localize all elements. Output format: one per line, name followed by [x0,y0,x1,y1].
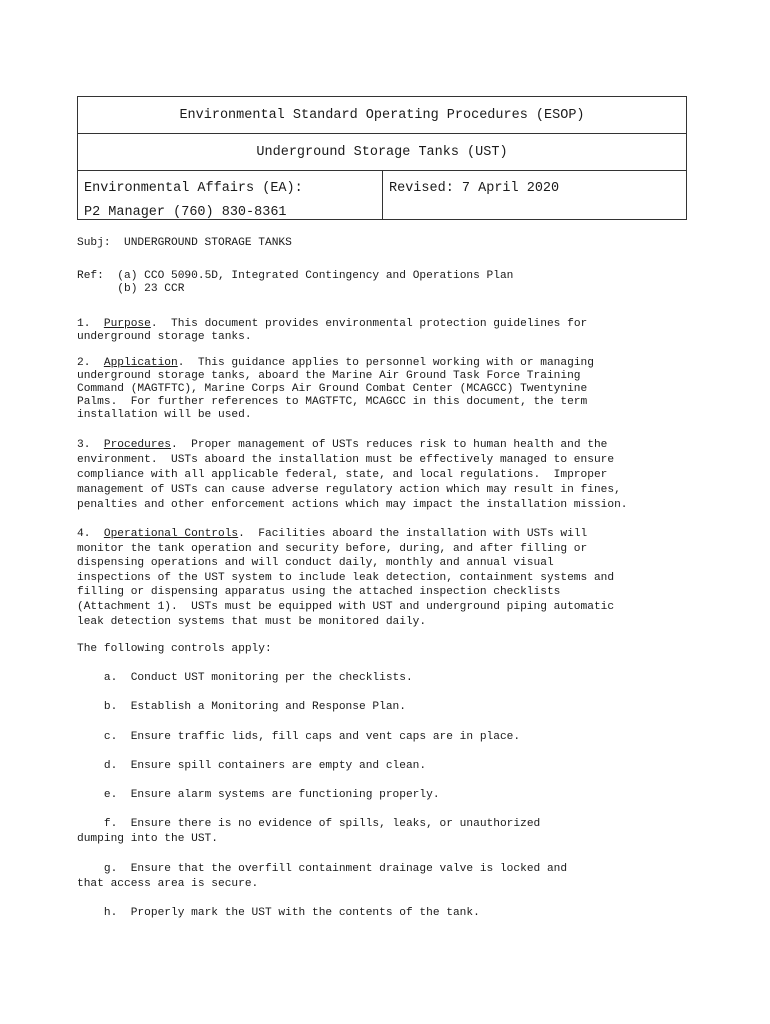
procedures-heading: Procedures [103,439,171,451]
control-item-e: e. Ensure alarm systems are functioning properly. [77,789,440,801]
purpose-heading: Purpose [103,318,151,330]
office-contact: P2 Manager (760) 830-8361 [84,205,287,220]
document-title: Environmental Standard Operating Procedures (ESOP) [179,107,585,123]
purpose-text: . This document provides environmental protection guidelines for underground storage tanks. [77,318,588,343]
office-name: Environmental Affairs (EA): [84,181,303,196]
control-item-h: h. Properly mark the UST with the contents of the tank. [77,907,480,919]
ref-prefix: Ref: [77,270,104,282]
document-subtitle: Underground Storage Tanks (UST) [256,144,508,160]
purpose-number: 1. [77,318,104,330]
control-item-b: b. Establish a Monitoring and Response Plan. [77,701,406,713]
header-info-row [78,171,686,219]
application-number: 2. [77,357,104,369]
office-cell [78,171,383,219]
section-operational-controls [77,527,692,629]
control-item-g: g. Ensure that the overfill containment drainage valve is locked and that access area is secure. [77,863,568,890]
controls-heading: Operational Controls [103,528,239,540]
procedures-text: . Proper management of USTs reduces risk to human health and the environment. USTs aboard the installation must be effectively managed to ensure compliance with all applicable federal, state, and local regulations. Improper management of USTs can cause adverse regulatory action which may result in fines, penalties and other enforcement actions which may impact the installation mission. [77,439,628,511]
section-procedures [77,438,692,513]
subject-line: Subj: UNDERGROUND STORAGE TANKS [77,237,292,249]
ref-b: (b) 23 CCR [117,282,185,295]
references [77,270,692,296]
controls-number: 4. [77,528,104,540]
ref-a: (a) CCO 5090.5D, Integrated Contingency and Operations Plan [117,270,514,282]
section-application [77,357,692,422]
application-text: . This guidance applies to personnel working with or managing underground storage tanks, aboard the Marine Air Ground Task Force Training Command (MAGTFTC), Marine Corps Air Ground Combat Center (MCAGCC) Twentynine Palms. For further references to MAGTFTC, MCAGCC in this document, the term installation will be used. [77,357,594,421]
revised-cell [383,171,686,219]
control-item-c: c. Ensure traffic lids, fill caps and vent caps are in place. [77,731,521,743]
revised-date: Revised: 7 April 2020 [389,181,560,196]
control-item-d: d. Ensure spill containers are empty and clean. [77,760,427,772]
controls-intro: The following controls apply: [77,643,272,655]
header-subtitle-row [78,134,686,171]
application-heading: Application [103,357,178,369]
section-purpose [77,318,692,344]
procedures-number: 3. [77,439,104,451]
header-table [77,96,687,220]
controls-text: . Facilities aboard the installation with USTs will monitor the tank operation and security before, during, and after filling or dispensing operations and will conduct daily, monthly and annual visual inspections of the UST system to include leak detection, containment systems and filling or dispensing apparatus using the attached inspection checklists (Attachment 1). USTs must be equipped with UST and underground piping automatic leak detection systems that must be monitored daily. [77,528,615,628]
control-item-a: a. Conduct UST monitoring per the checklists. [77,672,413,684]
control-item-f: f. Ensure there is no evidence of spills, leaks, or unauthorized dumping into the UST. [77,818,541,845]
header-title-row [78,97,686,134]
